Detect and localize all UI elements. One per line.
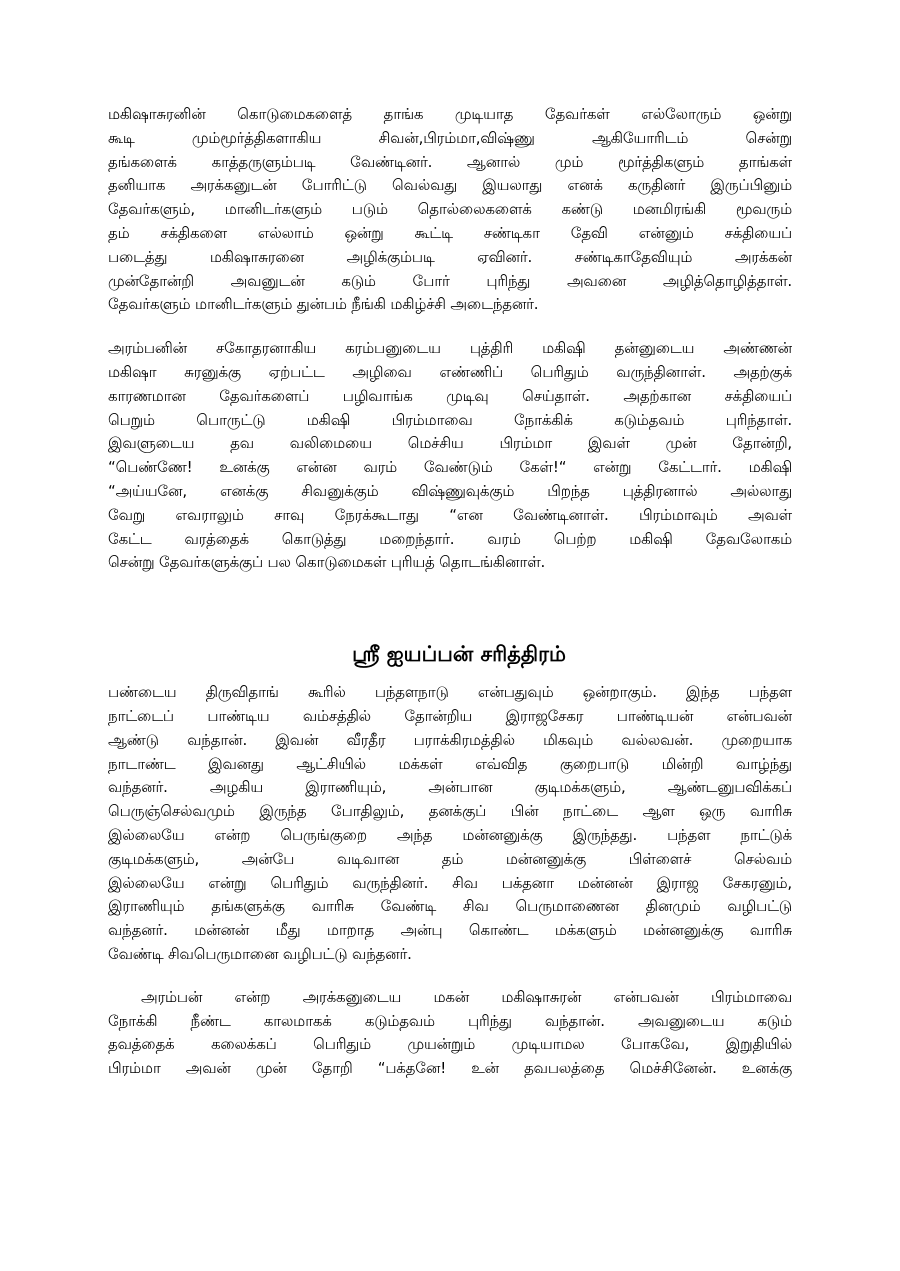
text-line: “பெண்ணே! உனக்கு என்ன வரம் வேண்டும் கேள்!“ என்று கேட்டார். மகிஷி <box>108 458 792 477</box>
text-line: குடிமக்களும், அன்பே வடிவான தம் மன்னனுக்கு பிள்ளைச் செல்வம் <box>108 849 792 868</box>
document-page <box>108 103 792 1081</box>
section-heading: ஸ்ரீ ஐயப்பன் சரித்திரம் <box>352 642 566 667</box>
text-line: அரம்பனின் சகோதரனாகிய கரம்பனுடைய புத்திரி மகிஷி தன்னுடைய அண்ணன் <box>108 339 792 358</box>
text-line: மகிஷாசுரனின் கொடுமைகளைத் தாங்க முடியாத தேவர்கள் எல்லோரும் ஒன்று <box>108 105 792 123</box>
text-line: தங்களைக் காத்தருளும்படி வேண்டினர். ஆனால் மும் மூர்த்திகளும் தாங்கள் <box>108 152 792 171</box>
text-line: வேறு எவராலும் சாவு நேரக்கூடாது “என வேண்டினாள். பிரம்மாவும் அவள் <box>108 505 792 524</box>
text-line: இல்லையே என்ற பெருங்குறை அந்த மன்னனுக்கு இருந்தது. பந்தள நாட்டுக் <box>108 825 792 844</box>
text-line: படைத்து மகிஷாசுரனை அழிக்கும்படி ஏவினர். சண்டிகாதேவியும் அரக்கன் <box>108 247 792 266</box>
text-line: சென்று தேவர்களுக்குப் பல கொடுமைகள் புரியத் தொடங்கினாள். <box>108 553 546 572</box>
text-line: தம் சக்திகளை எல்லாம் ஒன்று கூட்டி சண்டிகா தேவி என்னும் சக்தியைப் <box>108 223 792 242</box>
text-line: நாடாண்ட இவனது ஆட்சியில் மக்கள் எவ்வித குறைபாடு மின்றி வாழ்ந்து <box>108 754 792 773</box>
text-line: பண்டைய திருவிதாங் கூரில் பந்தளநாடு என்பதுவும் ஒன்றாகும். இந்த பந்தள <box>108 683 792 702</box>
text-line: மகிஷா சுரனுக்கு ஏற்பட்ட அழிவை எண்ணிப் பெரிதும் வருந்தினாள். அதற்குக் <box>108 362 792 381</box>
text-line: “அய்யனே, எனக்கு சிவனுக்கும் விஷ்ணுவுக்கும் பிறந்த புத்திரனால் அல்லாது <box>108 481 792 500</box>
paragraph-mahishasura-defeat <box>108 103 792 317</box>
text-line: தேவர்களும் மானிடர்களும் துன்பம் நீங்கி மகிழ்ச்சி அடைந்தனர். <box>108 295 539 314</box>
text-line: வேண்டி சிவபெருமானை வழிபட்டு வந்தனர். <box>108 944 412 963</box>
text-line: வந்தனர். மன்னன் மீது மாறாத அன்பு கொண்ட மக்களும் மன்னனுக்கு வாரிசு <box>108 921 792 940</box>
text-line: கூடி மும்மூர்த்திகளாகிய சிவன்,பிரம்மா,விஷ்ணு ஆகியோரிடம் சென்று <box>108 128 792 147</box>
text-line: தேவர்களும், மானிடர்களும் படும் தொல்லைகளைக் கண்டு மனமிரங்கி மூவரும் <box>108 200 792 219</box>
text-line: முன்தோன்றி அவனுடன் கடும் போர் புரிந்து அவனை அழித்தொழித்தாள். <box>108 271 792 290</box>
text-line: ஆண்டு வந்தான். இவன் வீரதீர பராக்கிரமத்தில் மிகவும் வல்லவன். முறையாக <box>108 730 792 749</box>
text-line: அரம்பன் என்ற அரக்கனுடைய மகன் மகிஷாசுரன் என்பவன் பிரம்மாவை <box>141 987 792 1006</box>
text-line: இராணியும் தங்களுக்கு வாரிசு வேண்டி சிவ பெருமாணைன தினமும் வழிபட்டு <box>108 897 792 916</box>
text-line: காரணமான தேவர்களைப் பழிவாங்க முடிவு செய்தாள். அதற்கான சக்தியைப் <box>108 386 792 405</box>
text-line: நோக்கி நீண்ட காலமாகக் கடும்தவம் புரிந்து வந்தான். அவனுடைய கடும் <box>108 1011 792 1030</box>
text-line: தவத்தைக் கலைக்கப் பெரிதும் முயன்றும் முடியாமல போகவே, இறுதியில் <box>108 1035 792 1054</box>
text-line: வந்தனர். அழகிய இராணியும், அன்பான குடிமக்களும், ஆண்டனுபவிக்கப் <box>108 778 792 797</box>
paragraph-mahishi-boon <box>108 337 792 575</box>
text-line: இவளுடைய தவ வலிமையை மெச்சிய பிரம்மா இவள் முன் தோன்றி, <box>108 434 792 453</box>
text-line: நாட்டைப் பாண்டிய வம்சத்தில் தோன்றிய இராஜசேகர பாண்டியன் என்பவன் <box>108 706 792 725</box>
text-line: இல்லையே என்று பெரிதும் வருந்தினர். சிவ பக்தனா மன்னன் இராஜ சேகரனும், <box>108 873 792 892</box>
text-line: பெறும் பொருட்டு மகிஷி பிரம்மாவை நோக்கிக் கடும்தவம் புரிந்தாள். <box>108 410 792 429</box>
paragraph-pandala-kingdom <box>108 681 792 967</box>
paragraph-arambhan-son <box>108 986 792 1081</box>
text-line: பிரம்மா அவன் முன் தோறி “பக்தனே! உன் தவபலத்தை மெச்சினேன். உனக்கு <box>108 1059 792 1078</box>
text-line: பெருஞ்செல்வமும் இருந்த போதிலும், தனக்குப் பின் நாட்டை ஆள ஒரு வாரிசு <box>108 802 792 821</box>
text-line: தனியாக அரக்கனுடன் போரிட்டு வெல்வது இயலாது எனக் கருதினர் இருப்பினும் <box>108 176 792 195</box>
text-line: கேட்ட வரத்தைக் கொடுத்து மறைந்தார். வரம் பெற்ற மகிஷி தேவலோகம் <box>108 529 792 548</box>
